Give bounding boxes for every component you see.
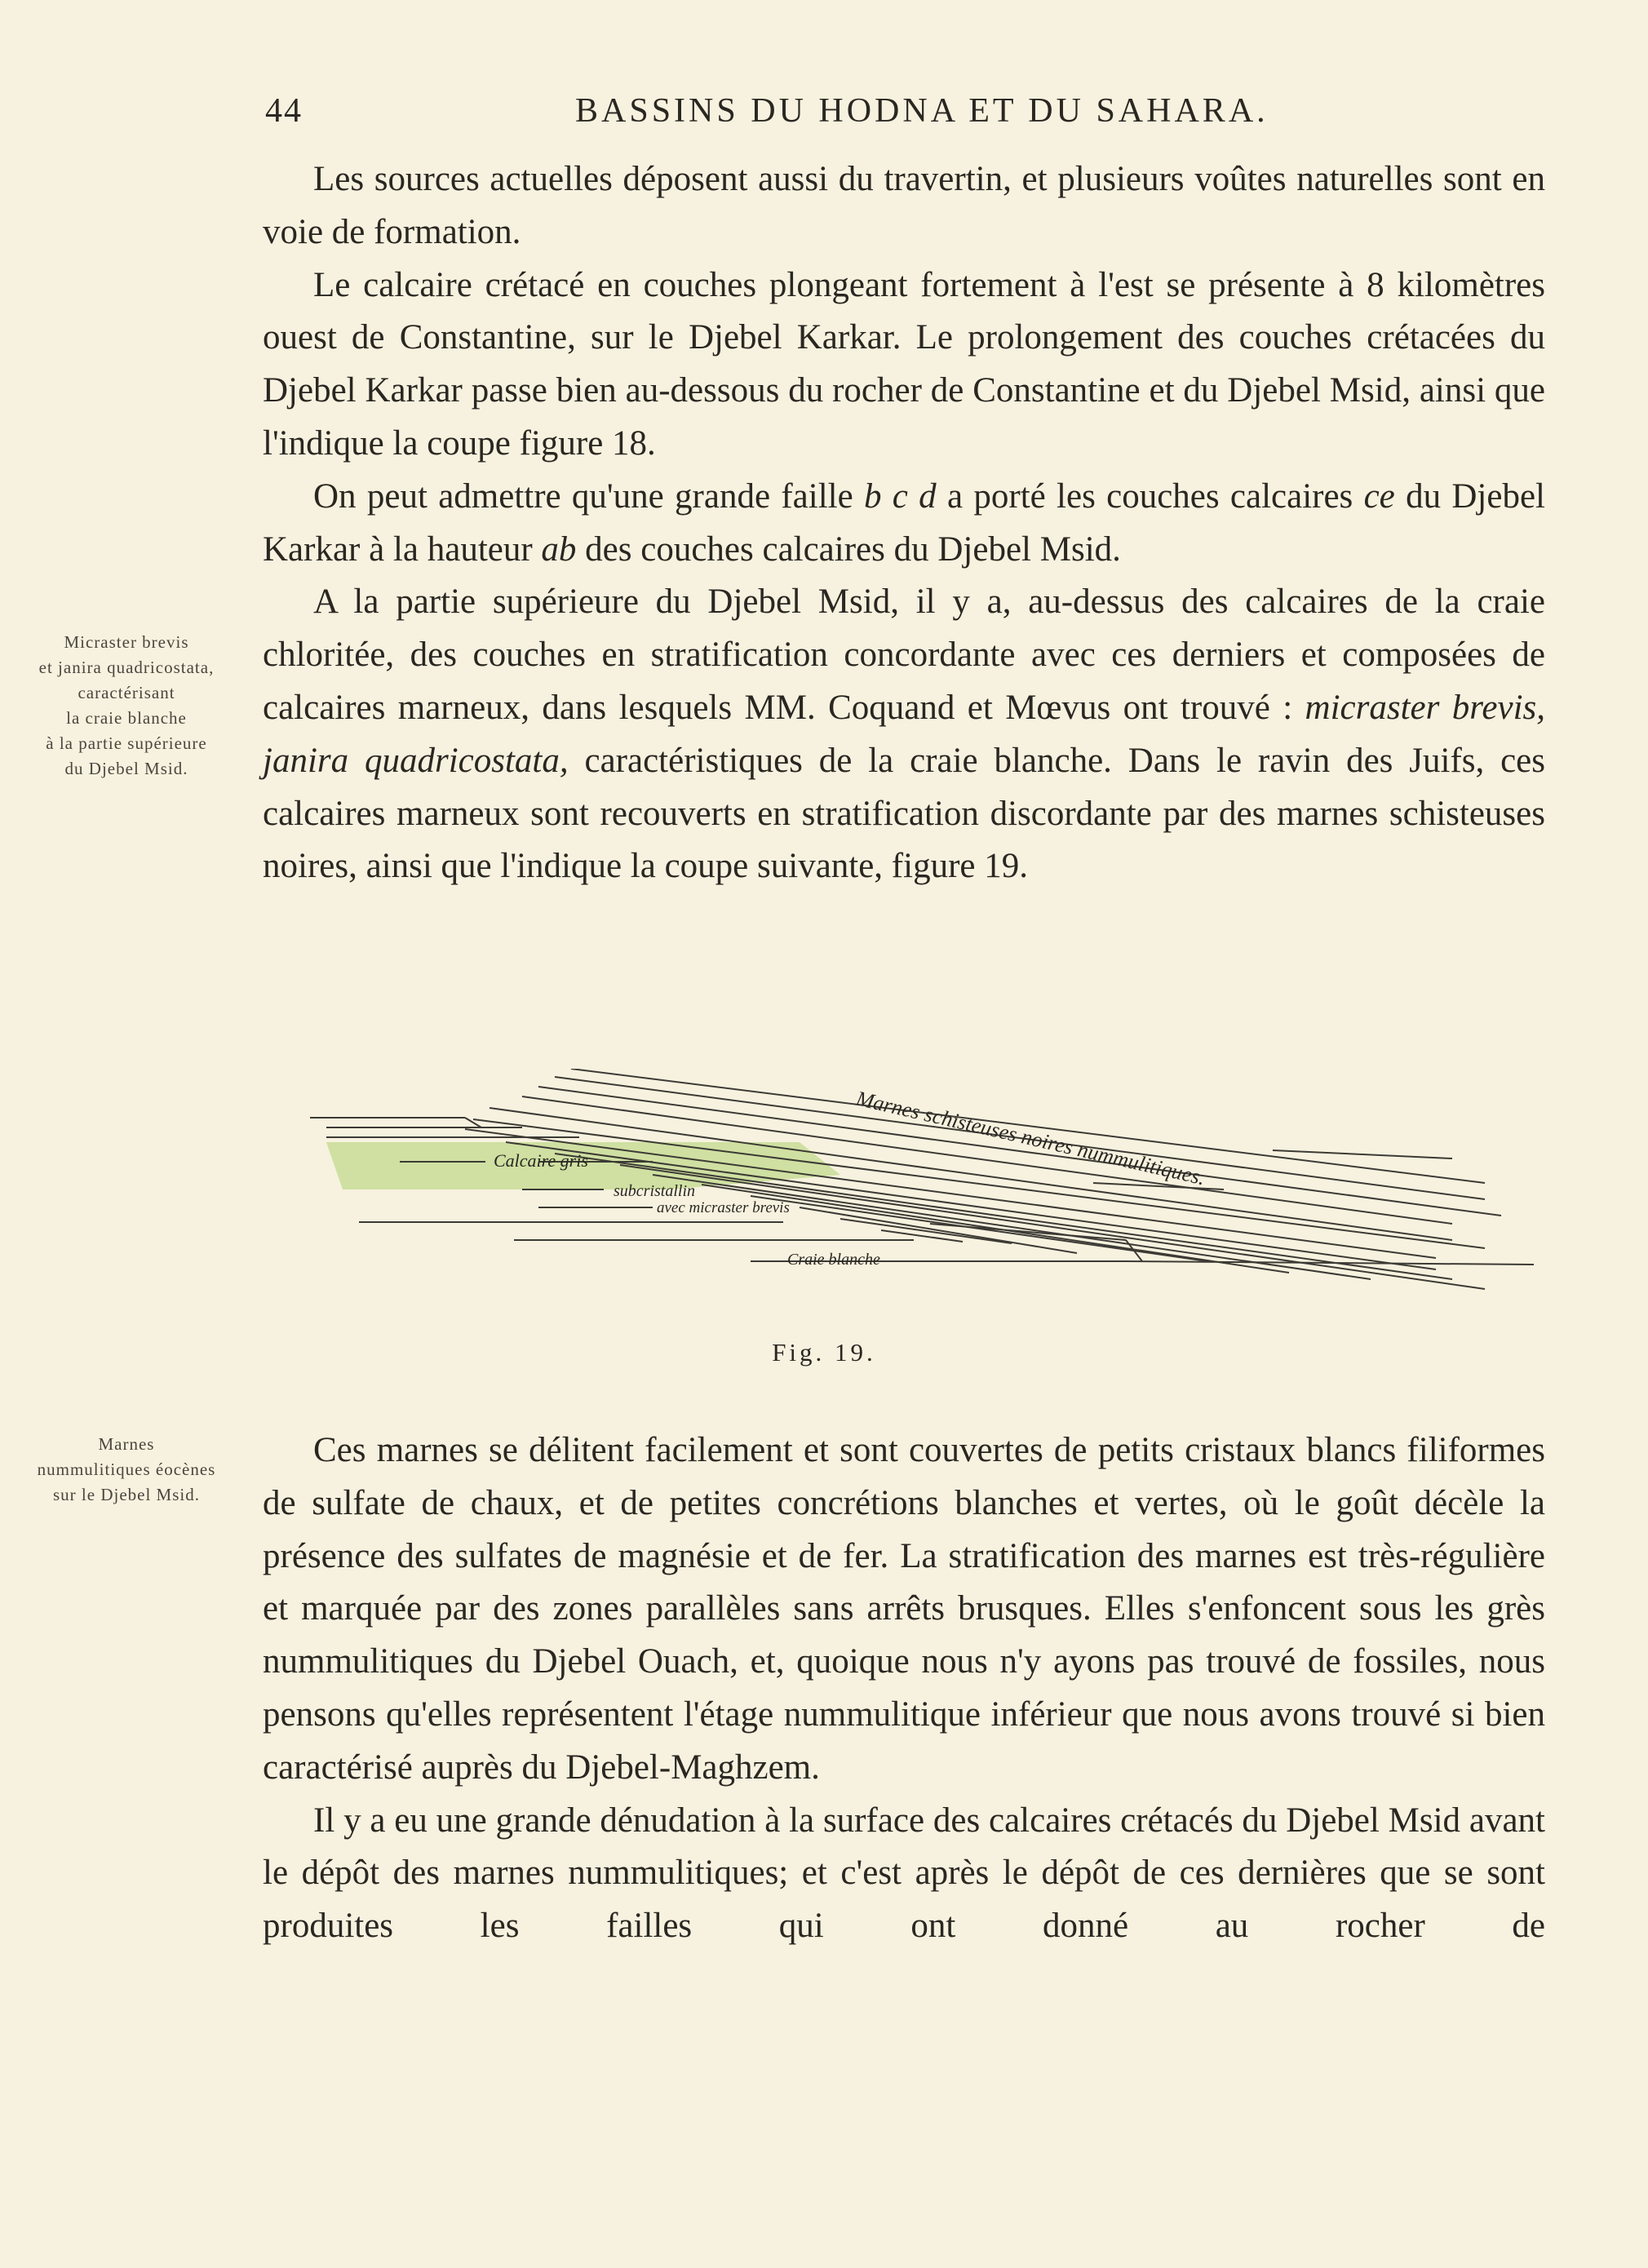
- text-block-bottom: [263, 1424, 1545, 1953]
- text-block-top: [263, 153, 1545, 893]
- label-avec-micraster: avec micraster brevis: [657, 1199, 790, 1216]
- paragraph-5: Ces marnes se délitent facilement et sont couvertes de petits cristaux blancs filiformes de sulfate de chaux, et de petites concrétions blanches et vertes, où le goût décèle la présence des sulfates de magnésie et de fer. La stratification des marnes est très-régulière et marquée par des zones parallèles sans arrêts brusques. Elles s'enfoncent sous les grès nummulitiques du Djebel Ouach, et, quoique nous n'y ayons pas trouvé de fossiles, nous pensons qu'elles représentent l'étage nummulitique inférieur que nous avons trouvé si bien caractérisé auprès du Djebel-Maghzem.: [263, 1431, 1545, 1787]
- layer-letters-ce: ce: [1363, 476, 1395, 516]
- paragraph-2: Le calcaire crétacé en couches plongeant fortement à l'est se présente à 8 kilomètres ouest de Constantine, sur le Djebel Karkar. Le prolongement des couches crétacées du Djebel Karkar passe bien au-dessous du rocher de Constantine et du Djebel Msid, ainsi que l'indique la coupe figure 18.: [263, 265, 1545, 463]
- paragraph-3: On peut admettre qu'une grande faille b c d a porté les couches calcaires ce du Djebel Karkar à la hauteur ab des couches calcaires du Djebel Msid.: [263, 476, 1545, 569]
- figure-19-cross-section: [310, 1069, 1550, 1346]
- running-title: BASSINS DU HODNA ET DU SAHARA.: [575, 92, 1269, 130]
- label-calcaire-gris: Calcaire gris: [494, 1150, 588, 1171]
- page-number: 44: [265, 92, 303, 130]
- label-marnes: Marnes schisteuses noires nummulitiques.: [853, 1086, 1208, 1190]
- paragraph-1: Les sources actuelles déposent aussi du travertin, et plusieurs voûtes naturelles sont en voie de formation.: [263, 160, 1545, 251]
- label-craie-blanche: Craie blanche: [787, 1251, 880, 1269]
- fault-letters-bcd: b c d: [863, 476, 937, 516]
- margin-note-micraster: Micraster brevis et janira quadricostata, caractérisant la craie blanche à la partie supérieure du Djebel Msid.: [38, 632, 215, 778]
- species-names: micraster brevis, janira quadricostata,: [263, 688, 1546, 780]
- figure-caption: Fig. 19.: [772, 1338, 876, 1367]
- paragraph-6: Il y a eu une grande dénudation à la surface des calcaires crétacés du Djebel Msid avant le dépôt des marnes nummulitiques; et c'est après le dépôt de ces dernières que se sont produites les failles qui ont donné au rocher de: [263, 1801, 1545, 1946]
- running-header: [0, 91, 1648, 140]
- margin-note-marnes: Marnes nummulitiques éocènes sur le Djebel Msid.: [37, 1434, 216, 1504]
- paragraph-4: A la partie supérieure du Djebel Msid, il y a, au-dessus des calcaires de la craie chloritée, des couches en stratification concordante avec ces derniers et composées de calcaires marneux, dans lesquels MM. Coquand et Mœvus ont trouvé : micraster brevis, janira quadricostata, caractéristiques de la craie blanche. Dans le ravin des Juifs, ces calcaires marneux sont recouverts en stratification discordante par des marnes schisteuses noires, ainsi que l'indique la coupe suivante, figure 19.: [263, 583, 1546, 886]
- label-subcristallin: subcristallin: [614, 1182, 696, 1200]
- layer-letters-ab: ab: [541, 529, 577, 569]
